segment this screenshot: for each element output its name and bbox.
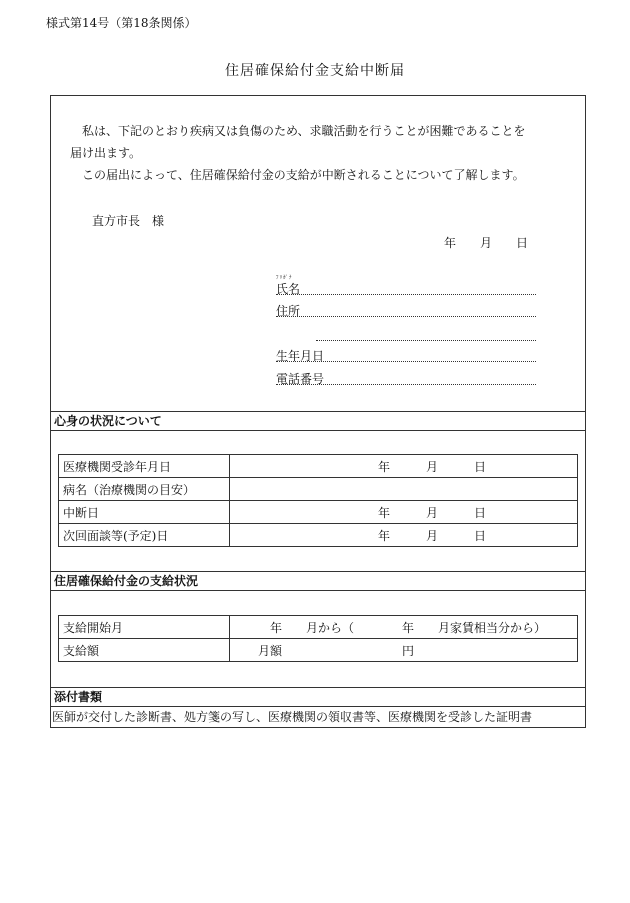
statement-line-2: 届け出ます。 — [70, 146, 142, 160]
table-row — [59, 455, 578, 478]
section-benefit-heading: 住居確保給付金の支給状況 — [50, 571, 586, 591]
name-field[interactable] — [276, 280, 536, 295]
birthdate-field[interactable] — [276, 347, 536, 362]
amount-field[interactable]: 月額 円 — [230, 639, 578, 662]
benefit-table — [58, 615, 578, 662]
table-row — [59, 478, 578, 501]
address-field-line-2[interactable] — [316, 326, 536, 341]
name-label: 氏名 — [276, 282, 301, 296]
address-label: 住所 — [276, 304, 301, 318]
row-label: 支給額 — [59, 639, 230, 662]
form-number: 様式第14号（第18条関係） — [46, 16, 197, 30]
row-label: 次回面談等(予定)日 — [59, 524, 230, 547]
furigana-label: ﾌﾘｶﾞﾅ — [276, 275, 293, 281]
section-health-heading: 心身の状況について — [50, 411, 586, 431]
birthdate-label: 生年月日 — [276, 349, 325, 363]
address-field[interactable] — [276, 302, 536, 317]
visit-date-field[interactable]: 年 月 日 — [230, 455, 578, 478]
table-row — [59, 639, 578, 662]
table-row — [59, 616, 578, 639]
table-row — [59, 524, 578, 547]
attachments-text: 医師が交付した診断書、処方箋の写し、医療機関の領収書等、医療機関を受診した証明書 — [52, 710, 533, 724]
suspension-date-field[interactable]: 年 月 日 — [230, 501, 578, 524]
next-interview-date-field[interactable]: 年 月 日 — [230, 524, 578, 547]
statement-line-1: 私は、下記のとおり疾病又は負傷のため、求職活動を行うことが困難であることを — [82, 124, 526, 138]
statement-line-3: この届出によって、住居確保給付金の支給が中断されることについて了解します。 — [82, 168, 525, 182]
phone-label: 電話番号 — [276, 372, 325, 386]
health-table — [58, 454, 578, 547]
date-line: 年 月 日 — [444, 236, 529, 250]
row-label: 支給開始月 — [59, 616, 230, 639]
start-month-field[interactable]: 年 月から（ 年 月家賃相当分から） — [230, 616, 578, 639]
row-label: 中断日 — [59, 501, 230, 524]
diagnosis-field[interactable] — [230, 478, 578, 501]
table-row — [59, 501, 578, 524]
section-attachments-heading: 添付書類 — [50, 687, 586, 707]
phone-field[interactable] — [276, 370, 536, 385]
page-title: 住居確保給付金支給中断届 — [225, 63, 405, 79]
row-label: 病名（治療機関の目安） — [59, 478, 230, 501]
row-label: 医療機関受診年月日 — [59, 455, 230, 478]
addressee: 直方市長 様 — [92, 214, 165, 228]
